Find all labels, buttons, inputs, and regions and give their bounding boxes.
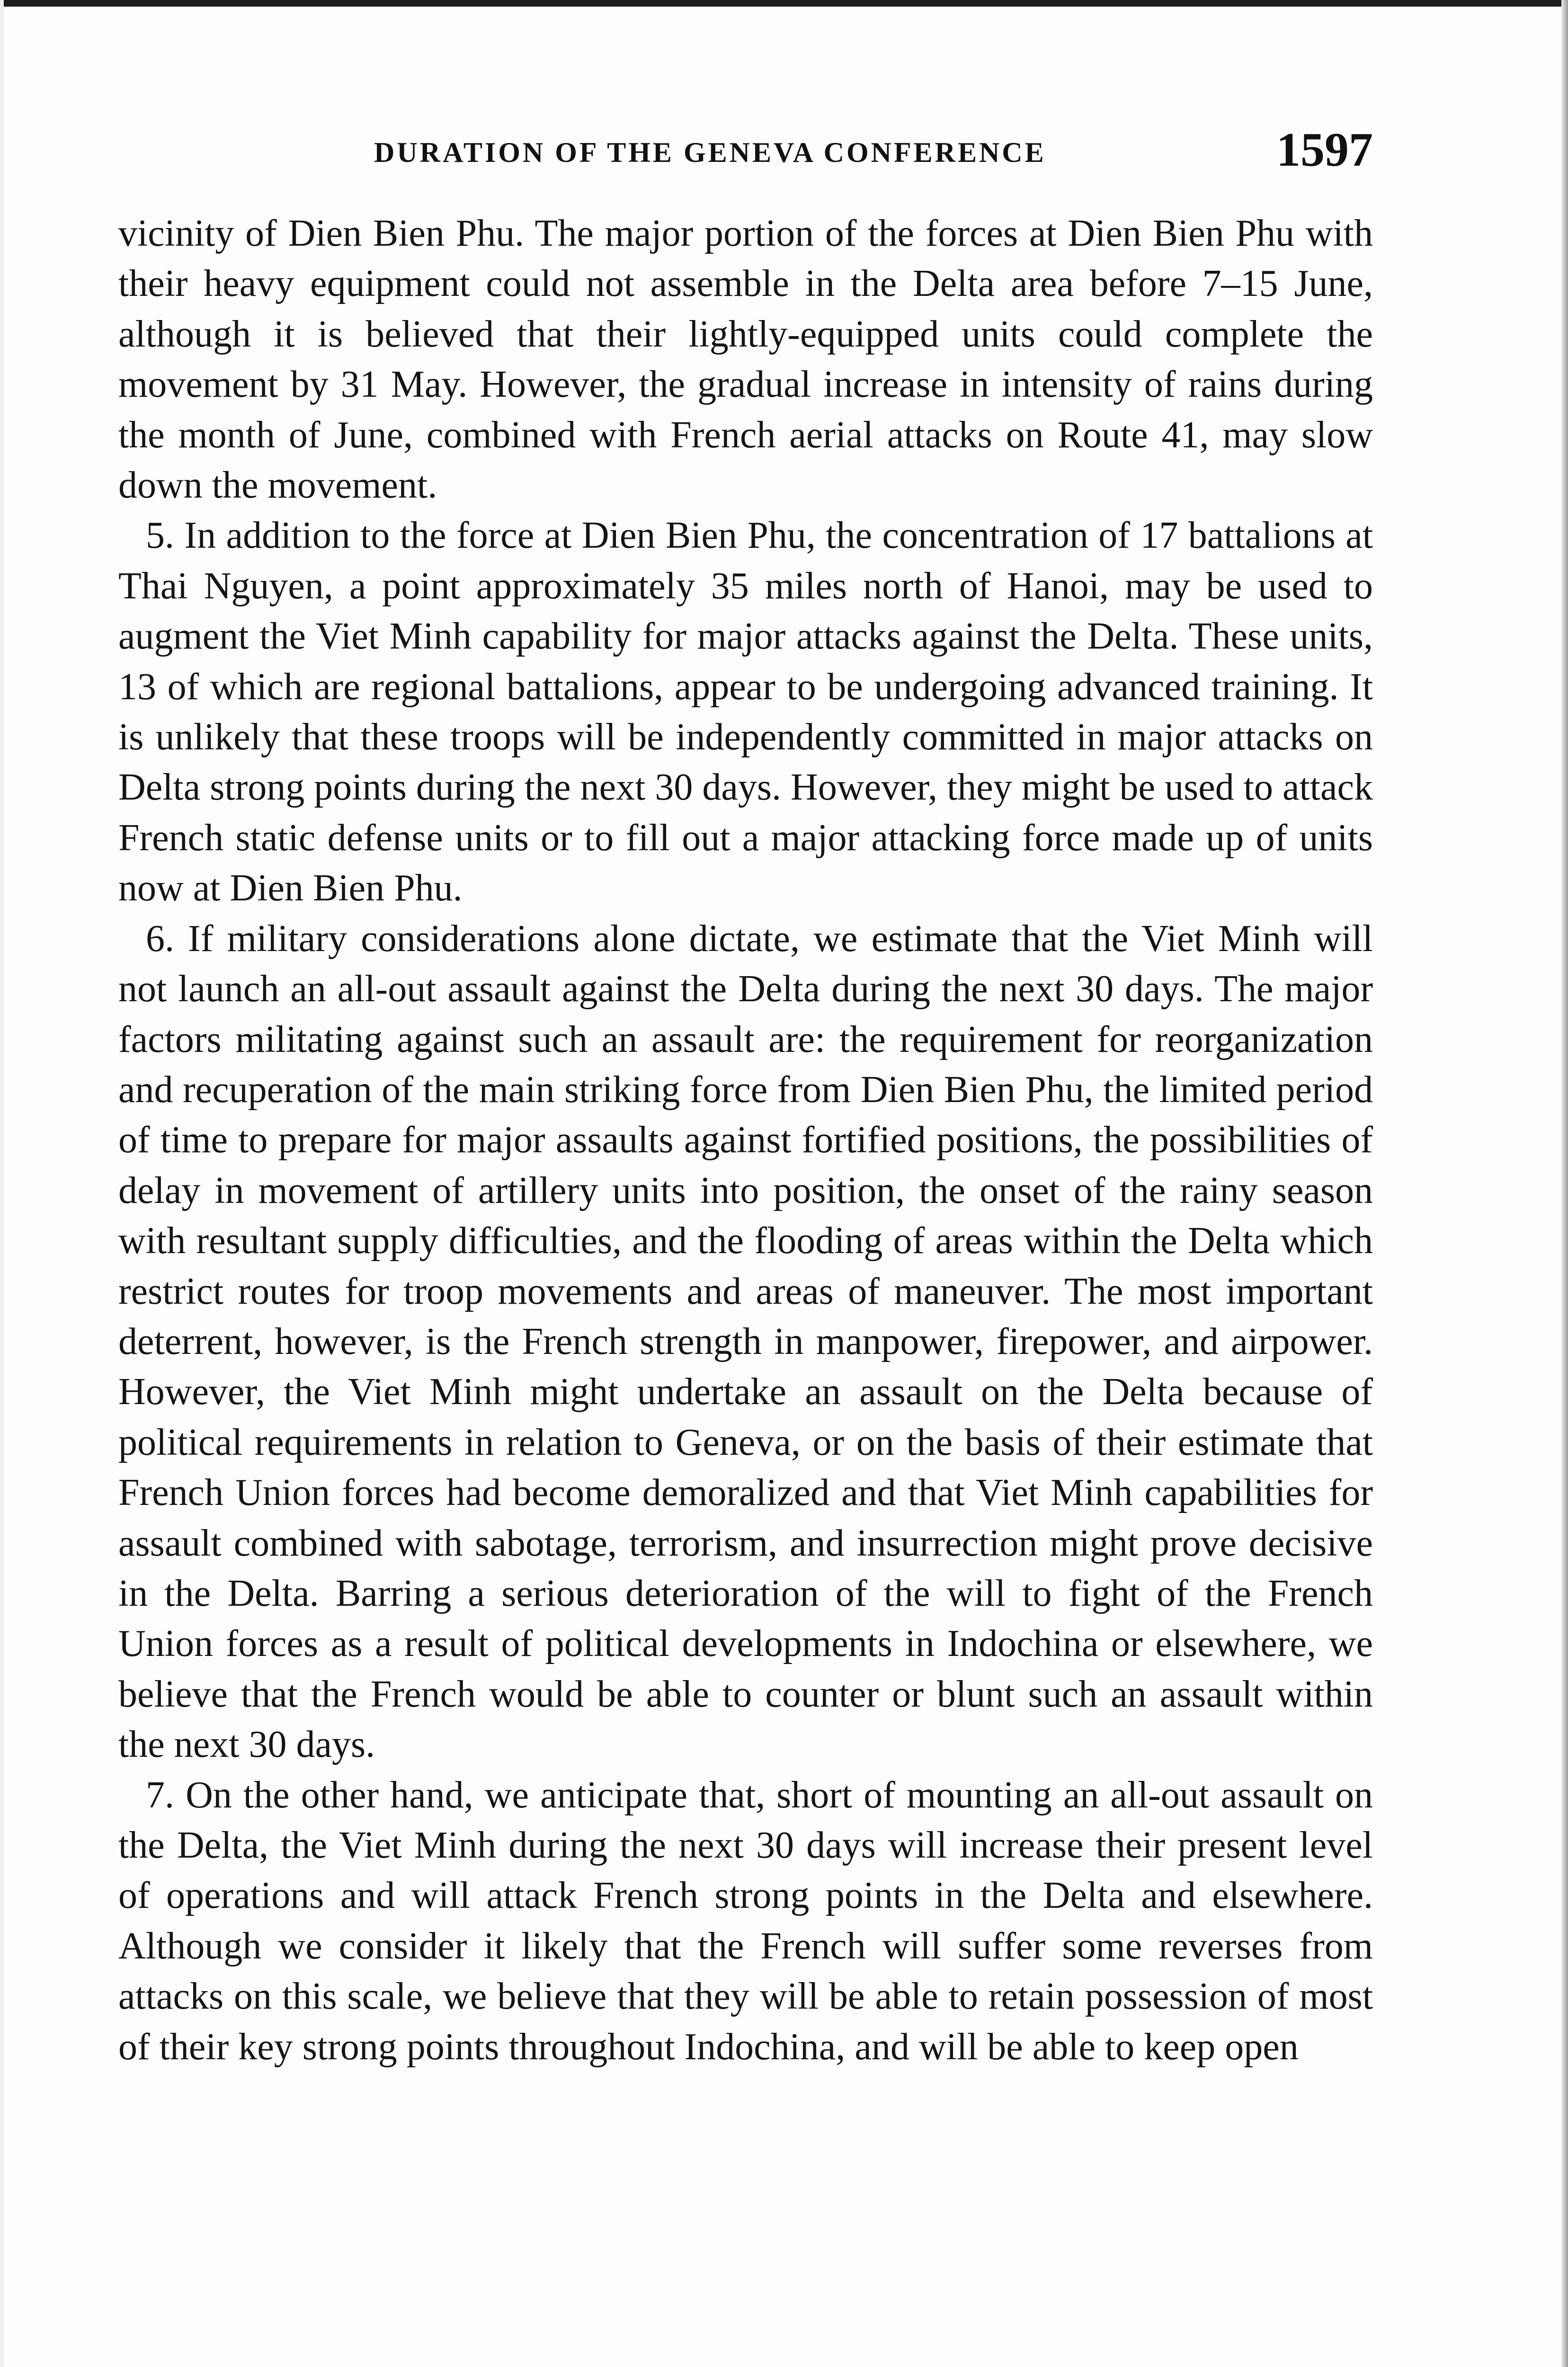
body-text [118,208,1373,2072]
paragraph-continuation: vicinity of Dien Bien Phu. The major portion of the forces at Dien Bien Phu with their heavy equipment could not assemble in the Delta area before 7–15 June, although it is believed that their lightly-equipped units could complete the movement by 31 May. However, the gradual increase in intensity of rains during the month of June, combined with French aerial attacks on Route 41, may slow down the movement. [118,213,1373,507]
scan-edge-left [0,0,4,2367]
paragraph-6: 6. If military considerations alone dictate, we estimate that the Viet Minh will not launch an all-out assault against the Delta during the next 30 days. The major factors militating against such an assault are: the requirement for reorganization and recuperation of the main striking force from Dien Bien Phu, the limited period of time to prepare for major assaults against fortified positions, the possibilities of delay in movement of artillery units into position, the onset of the rainy season with resultant supply difficulties, and the flooding of areas within the Delta which restrict routes for troop movements and areas of maneuver. The most important deterrent, however, is the French strength in manpower, firepower, and airpower. However, the Viet Minh might undertake an assault on the Delta because of political requirements in relation to Geneva, or on the basis of their estimate that French Union forces had become demoralized and that Viet Minh capabilities for assault combined with sabotage, terrorism, and insurrection might prove decisive in the Delta. Barring a serious deterioration of the will to fight of the French Union forces as a result of political developments in Indochina or elsewhere, we believe that the French would be able to counter or blunt such an assault within the next 30 days. [118,917,1373,1766]
scan-edge-top [0,0,1568,7]
paragraph-7: 7. On the other hand, we anticipate that, short of mounting an all-out assault on the Delta, the Viet Minh during the next 30 days will increase their present level of operations and will attack French strong points in the Delta and elsewhere. Although we consider it likely that the French will suffer some reverses from attacks on this scale, we believe that they will be able to retain possession of most of their key strong points throughout Indochina, and will be able to keep open [118,1774,1373,2068]
paragraph-5: 5. In addition to the force at Dien Bien Phu, the concentration of 17 battalions at Thai Nguyen, a point approximately 35 miles north of Hanoi, may be used to augment the Viet Minh capability for major attacks against the Delta. These units, 13 of which are regional battalions, appear to be undergoing advanced training. It is unlikely that these troops will be independently committed in major attacks on Delta strong points during the next 30 days. However, they might be used to attack French static defense units or to fill out a major attacking force made up of units now at Dien Bien Phu. [118,515,1373,909]
running-head: DURATION OF THE GENEVA CONFERENCE [374,137,1046,168]
page-header [118,122,1373,179]
scan-edge-right [1561,0,1568,2367]
page-number: 1597 [1276,123,1373,177]
